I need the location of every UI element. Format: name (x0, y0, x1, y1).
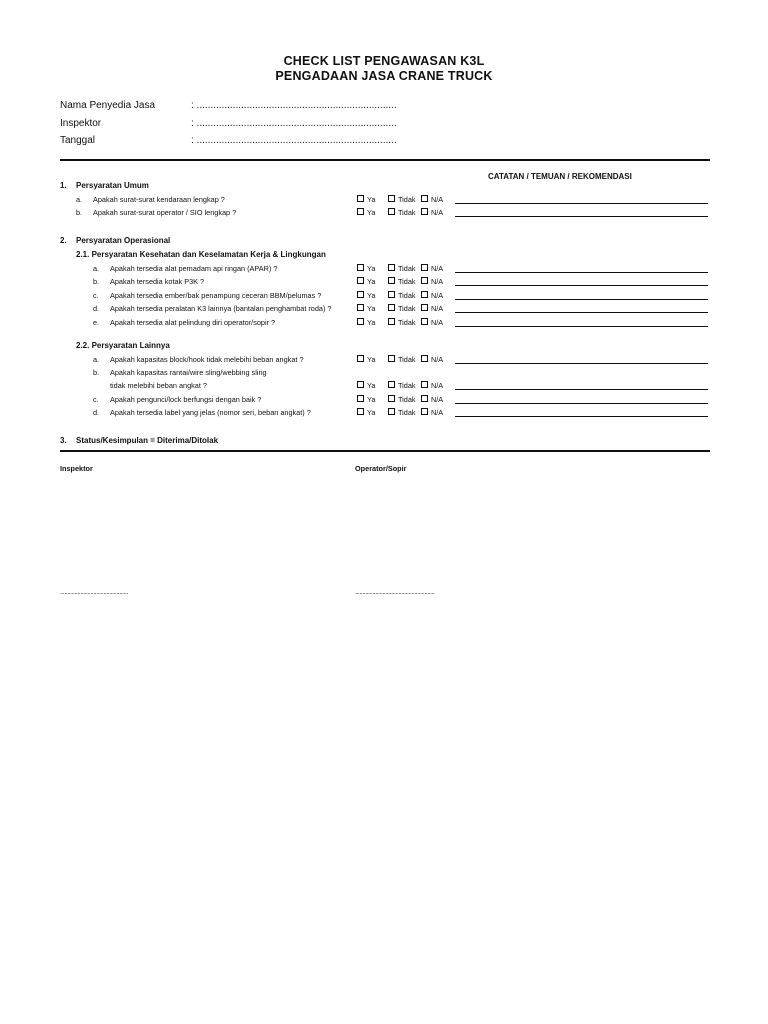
checkbox-icon[interactable] (357, 291, 364, 298)
item-letter: d. (93, 408, 100, 417)
item-question: Apakah pengunci/lock berfungsi dengan baik ? (110, 395, 262, 404)
checkbox-icon[interactable] (388, 304, 395, 311)
item-letter: c. (93, 395, 99, 404)
section2-sub2-title: 2.2. Persyaratan Lainnya (76, 341, 170, 350)
option-ya[interactable]: Ya (357, 277, 375, 286)
document-title-line1: CHECK LIST PENGAWASAN K3L (283, 54, 485, 68)
option-tidak[interactable]: Tidak (388, 381, 416, 390)
section1-number: 1. (60, 181, 67, 190)
option-ya[interactable]: Ya (357, 264, 375, 273)
field-value-date[interactable]: : ........................................................................ (191, 135, 397, 146)
notes-line[interactable] (455, 312, 708, 313)
checkbox-icon[interactable] (357, 408, 364, 415)
option-ya[interactable]: Ya (357, 208, 375, 217)
option-tidak[interactable]: Tidak (388, 318, 416, 327)
option-na[interactable]: N/A (421, 264, 443, 273)
option-na[interactable]: N/A (421, 408, 443, 417)
option-na[interactable]: N/A (421, 318, 443, 327)
item-letter: a. (76, 195, 83, 204)
checkbox-icon[interactable] (388, 264, 395, 271)
item-letter: a. (93, 355, 100, 364)
option-tidak[interactable]: Tidak (388, 195, 416, 204)
checkbox-icon[interactable] (421, 291, 428, 298)
checkbox-icon[interactable] (388, 195, 395, 202)
section3-title: Status/Kesimpulan = Diterima/Ditolak (76, 436, 219, 445)
signature-label-inspector: Inspektor (60, 464, 93, 473)
bottom-divider (60, 450, 710, 452)
checkbox-icon[interactable] (388, 381, 395, 388)
notes-line[interactable] (455, 389, 708, 390)
notes-line[interactable] (455, 416, 708, 417)
item-question: Apakah kapasitas rantai/wire sling/webbing sling (110, 368, 267, 377)
notes-line[interactable] (455, 363, 708, 364)
item-letter: e. (93, 318, 100, 327)
checkbox-icon[interactable] (357, 195, 364, 202)
item-question: Apakah surat-surat kendaraan lengkap ? (93, 195, 225, 204)
field-value-provider[interactable]: : ........................................................................ (191, 100, 397, 111)
item-letter: c. (93, 291, 99, 300)
option-tidak[interactable]: Tidak (388, 277, 416, 286)
checkbox-icon[interactable] (421, 277, 428, 284)
item-question: Apakah tersedia alat pemadam api ringan (APAR) ? (110, 264, 278, 273)
item-letter: b. (93, 368, 100, 377)
notes-line[interactable] (455, 203, 708, 204)
checkbox-icon[interactable] (357, 264, 364, 271)
section1-title: Persyaratan Umum (76, 181, 149, 190)
field-value-inspector[interactable]: : ........................................................................ (191, 118, 397, 129)
item-question: Apakah kapasitas block/hook tidak melebihi beban angkat ? (110, 355, 304, 364)
section2-title: Persyaratan Operasional (76, 236, 171, 245)
option-ya[interactable]: Ya (357, 291, 375, 300)
field-label-provider: Nama Penyedia Jasa (60, 100, 156, 111)
checkbox-icon[interactable] (421, 195, 428, 202)
option-na[interactable]: N/A (421, 208, 443, 217)
checkbox-icon[interactable] (357, 304, 364, 311)
checkbox-icon[interactable] (357, 355, 364, 362)
section2-number: 2. (60, 236, 67, 245)
notes-line[interactable] (455, 216, 708, 217)
field-label-inspector: Inspektor (60, 118, 102, 129)
checkbox-icon[interactable] (388, 408, 395, 415)
signature-line-inspector[interactable]: ............................................... (60, 589, 128, 596)
checkbox-icon[interactable] (421, 318, 428, 325)
checkbox-icon[interactable] (388, 208, 395, 215)
option-na[interactable]: N/A (421, 355, 443, 364)
checkbox-icon[interactable] (388, 395, 395, 402)
option-ya[interactable]: Ya (357, 381, 375, 390)
checkbox-icon[interactable] (388, 318, 395, 325)
option-na[interactable]: N/A (421, 304, 443, 313)
item-letter: a. (93, 264, 100, 273)
option-na[interactable]: N/A (421, 277, 443, 286)
checkbox-icon[interactable] (388, 277, 395, 284)
option-ya[interactable]: Ya (357, 195, 375, 204)
notes-line[interactable] (455, 272, 708, 273)
checkbox-icon[interactable] (388, 291, 395, 298)
checkbox-icon[interactable] (357, 395, 364, 402)
checkbox-icon[interactable] (357, 381, 364, 388)
item-question: Apakah surat-surat operator / SIO lengkap ? (93, 208, 237, 217)
checkbox-icon[interactable] (421, 208, 428, 215)
checkbox-icon[interactable] (357, 277, 364, 284)
notes-heading: CATATAN / TEMUAN / REKOMENDASI (488, 172, 632, 181)
item-question-continued: tidak melebihi beban angkat ? (110, 381, 207, 390)
checkbox-icon[interactable] (421, 264, 428, 271)
notes-line[interactable] (455, 299, 708, 300)
option-tidak[interactable]: Tidak (388, 291, 416, 300)
signature-line-operator[interactable]: ....................................................... (355, 589, 435, 596)
checkbox-icon[interactable] (421, 395, 428, 402)
option-ya[interactable]: Ya (357, 318, 375, 327)
option-tidak[interactable]: Tidak (388, 395, 416, 404)
checkbox-icon[interactable] (388, 355, 395, 362)
checkbox-icon[interactable] (421, 304, 428, 311)
checkbox-icon[interactable] (421, 355, 428, 362)
item-question: Apakah tersedia label yang jelas (nomor seri, beban angkat) ? (110, 408, 311, 417)
option-na[interactable]: N/A (421, 291, 443, 300)
option-ya[interactable]: Ya (357, 395, 375, 404)
option-na[interactable]: N/A (421, 195, 443, 204)
checkbox-icon[interactable] (421, 381, 428, 388)
notes-line[interactable] (455, 326, 708, 327)
option-ya[interactable]: Ya (357, 304, 375, 313)
option-ya[interactable]: Ya (357, 408, 375, 417)
item-question: Apakah tersedia alat pelindung diri operator/sopir ? (110, 318, 276, 327)
checkbox-icon[interactable] (357, 318, 364, 325)
item-question: Apakah tersedia ember/bak penampung ceceran BBM/pelumas ? (110, 291, 322, 300)
item-question: Apakah tersedia kotak P3K ? (110, 277, 205, 286)
option-tidak[interactable]: Tidak (388, 264, 416, 273)
option-tidak[interactable]: Tidak (388, 355, 416, 364)
item-question: Apakah tersedia peralatan K3 lainnya (bantalan penghambat roda) ? (110, 304, 332, 313)
option-tidak[interactable]: Tidak (388, 304, 416, 313)
field-label-date: Tanggal (60, 135, 96, 146)
notes-line[interactable] (455, 403, 708, 404)
item-letter: d. (93, 304, 100, 313)
section3-number: 3. (60, 436, 67, 445)
section2-sub1-title: 2.1. Persyaratan Kesehatan dan Keselamatan Kerja & Lingkungan (76, 250, 326, 259)
option-na[interactable]: N/A (421, 381, 443, 390)
option-tidak[interactable]: Tidak (388, 408, 416, 417)
item-letter: b. (93, 277, 100, 286)
checkbox-icon[interactable] (421, 408, 428, 415)
option-ya[interactable]: Ya (357, 355, 375, 364)
notes-line[interactable] (455, 285, 708, 286)
top-divider (60, 159, 710, 161)
checkbox-icon[interactable] (357, 208, 364, 215)
signature-label-operator: Operator/Sopir (355, 464, 407, 473)
document-title-line2: PENGADAAN JASA CRANE TRUCK (275, 69, 493, 83)
item-letter: b. (76, 208, 83, 217)
option-na[interactable]: N/A (421, 395, 443, 404)
option-tidak[interactable]: Tidak (388, 208, 416, 217)
